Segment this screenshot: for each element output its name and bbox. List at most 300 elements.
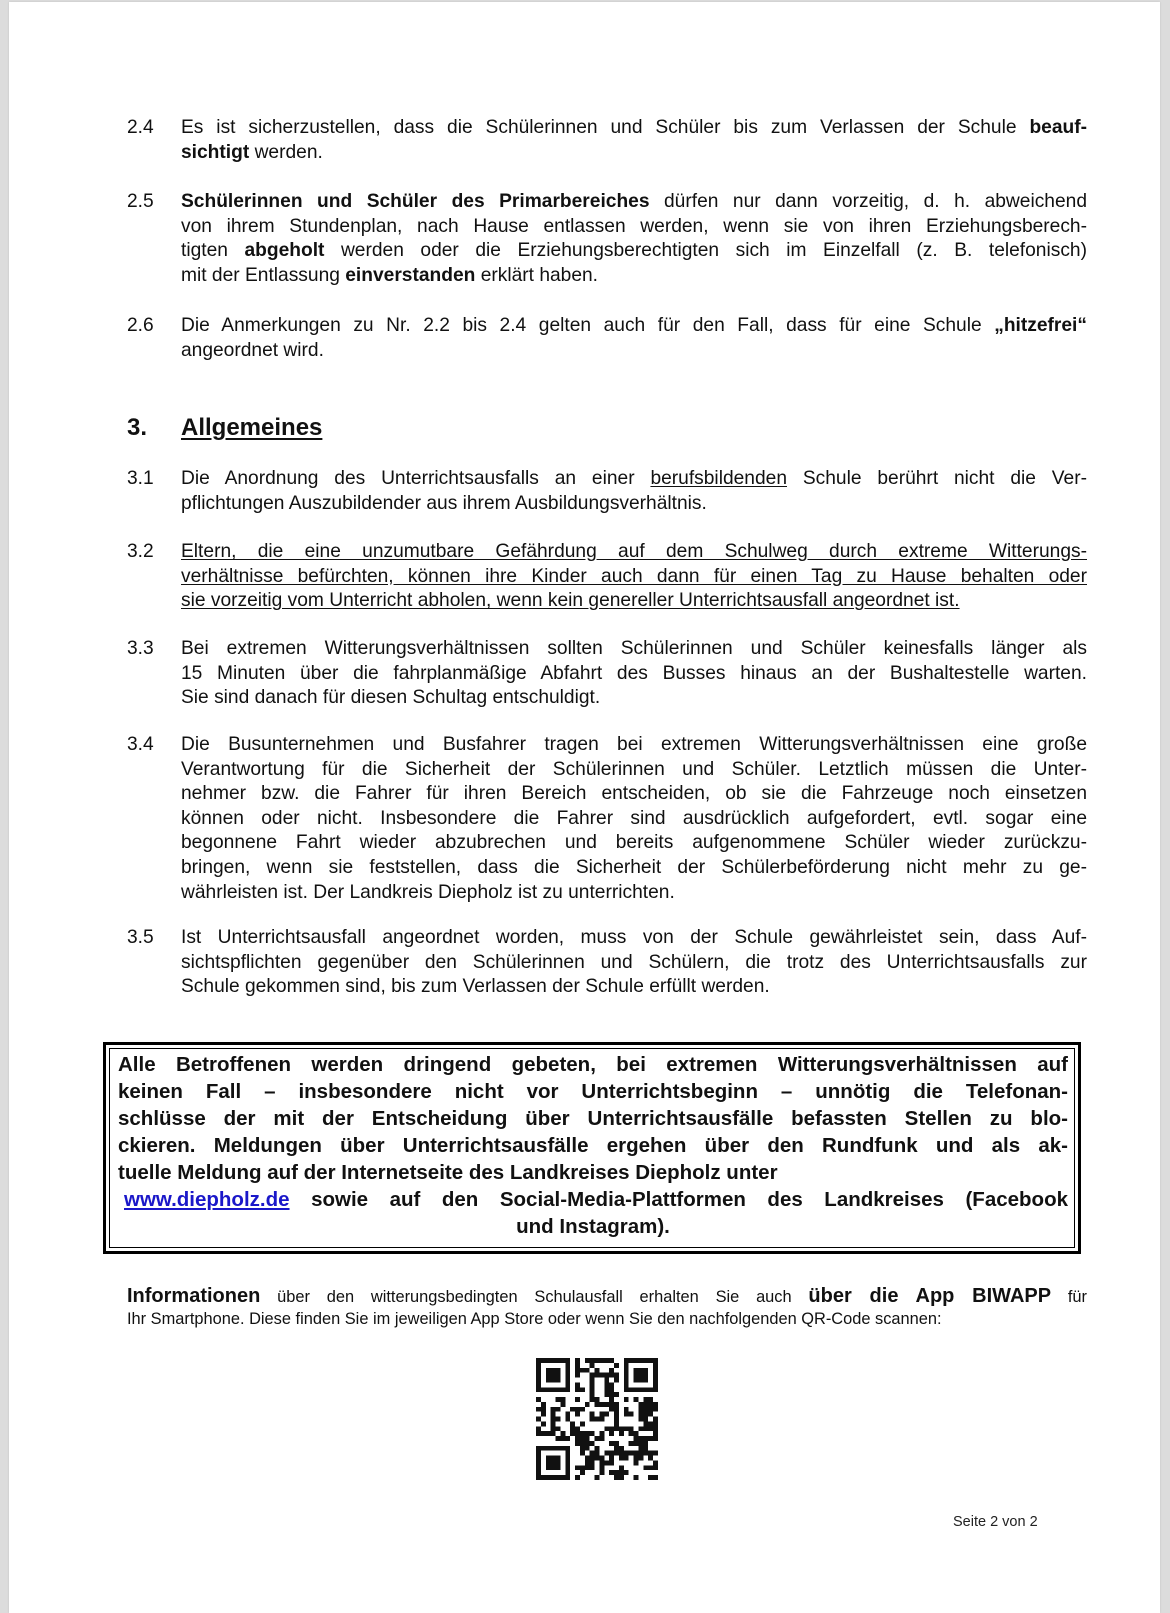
qr-module: [609, 1426, 614, 1431]
qr-module: [556, 1387, 561, 1392]
qr-module: [624, 1358, 629, 1363]
notice-line: schlüsse der mit der Entscheidung über Unterrichtsausfälle befassten Stellen zu blo-: [118, 1107, 1068, 1130]
qr-module: [546, 1387, 551, 1392]
qr-module: [629, 1431, 634, 1436]
qr-module: [624, 1426, 629, 1431]
notice-line: Alle Betroffenen werden dringend gebeten, bei extremen Witterungsverhältnissen auf: [118, 1053, 1068, 1076]
qr-module: [556, 1465, 561, 1470]
qr-module: [643, 1358, 648, 1363]
text-line: [181, 807, 1087, 832]
qr-module: [551, 1407, 556, 1412]
qr-module: [590, 1397, 595, 1402]
paragraph-body: [181, 733, 1087, 905]
qr-module: [570, 1421, 575, 1426]
qr-module: [643, 1426, 648, 1431]
qr-module: [556, 1368, 561, 1373]
text-line: [181, 782, 1087, 807]
qr-module: [556, 1436, 561, 1441]
qr-module: [638, 1402, 643, 1407]
qr-module: [556, 1460, 561, 1465]
bold-text: abgeholt: [244, 240, 325, 262]
qr-module: [541, 1431, 546, 1436]
paragraph-number: 3.4: [127, 734, 154, 755]
qr-module: [653, 1363, 658, 1368]
text-line: [181, 975, 1087, 1000]
qr-module: [624, 1397, 629, 1402]
qr-module: [560, 1387, 565, 1392]
qr-module: [614, 1412, 619, 1417]
qr-module: [580, 1446, 585, 1451]
paragraph-number: 2.6: [127, 315, 154, 336]
qr-module: [619, 1426, 624, 1431]
text-line: [181, 951, 1087, 976]
qr-module: [638, 1436, 643, 1441]
qr-module: [643, 1402, 648, 1407]
text-line: [181, 116, 1087, 141]
paragraph-2-4: [127, 116, 1087, 165]
info-line: [127, 1285, 1087, 1308]
qr-module: [556, 1456, 561, 1461]
qr-module: [595, 1436, 600, 1441]
underlined-text: berufsbildenden: [650, 468, 787, 489]
qr-module: [624, 1382, 629, 1387]
qr-module: [599, 1456, 604, 1461]
qr-module: [595, 1402, 600, 1407]
qr-module: [604, 1378, 609, 1383]
text-line: [181, 662, 1087, 687]
qr-module: [536, 1426, 541, 1431]
qr-module: [590, 1456, 595, 1461]
text-line: [181, 831, 1087, 856]
info-text: über den witterungsbedingten Schulausfall erhalten Sie auch: [260, 1288, 809, 1306]
qr-module: [614, 1421, 619, 1426]
qr-module: [575, 1475, 580, 1480]
qr-module: [638, 1378, 643, 1383]
qr-module: [585, 1436, 590, 1441]
text-line: [181, 141, 1087, 166]
qr-module: [595, 1397, 600, 1402]
qr-module: [536, 1465, 541, 1470]
qr-module: [599, 1465, 604, 1470]
qr-module: [614, 1378, 619, 1383]
qr-module: [541, 1402, 546, 1407]
qr-module: [590, 1363, 595, 1368]
qr-module: [604, 1382, 609, 1387]
qr-module: [624, 1387, 629, 1392]
qr-module: [565, 1382, 570, 1387]
qr-module: [643, 1378, 648, 1383]
qr-module: [551, 1412, 556, 1417]
qr-module: [643, 1412, 648, 1417]
qr-module: [638, 1441, 643, 1446]
qr-module: [609, 1441, 614, 1446]
text-line: [181, 239, 1087, 264]
qr-module: [536, 1456, 541, 1461]
qr-module: [638, 1407, 643, 1412]
qr-module: [560, 1436, 565, 1441]
qr-module: [565, 1417, 570, 1422]
qr-module: [648, 1465, 653, 1470]
qr-module: [595, 1417, 600, 1422]
qr-module: [619, 1451, 624, 1456]
paragraph-3-4: [127, 733, 1087, 905]
qr-module: [575, 1436, 580, 1441]
qr-module: [599, 1412, 604, 1417]
text: tigten: [181, 240, 245, 262]
qr-module: [595, 1456, 600, 1461]
qr-module: [638, 1456, 643, 1461]
underlined-text: sie vorzeitig vom Unterricht abholen, wenn kein genereller Unterrichtsausfall angeordnet ist.: [181, 590, 960, 612]
qr-module: [604, 1387, 609, 1392]
text: 15 Minuten über die fahrplanmäßige Abfahrt des Busses hinaus an der Bushaltestelle warten.: [181, 662, 1087, 684]
qr-module: [546, 1378, 551, 1383]
qr-module: [551, 1421, 556, 1426]
qr-module: [575, 1407, 580, 1412]
qr-module: [536, 1368, 541, 1373]
qr-module: [638, 1417, 643, 1422]
qr-module: [648, 1402, 653, 1407]
qr-module: [580, 1441, 585, 1446]
paragraph-body: [181, 190, 1087, 288]
qr-module: [643, 1417, 648, 1422]
qr-module: [556, 1378, 561, 1383]
qr-module: [653, 1368, 658, 1373]
qr-module: [648, 1397, 653, 1402]
qr-module: [624, 1368, 629, 1373]
paragraph-number: 2.4: [127, 117, 154, 138]
qr-module: [595, 1446, 600, 1451]
qr-module: [604, 1402, 609, 1407]
qr-module: [580, 1421, 585, 1426]
qr-module: [614, 1475, 619, 1480]
qr-module: [614, 1407, 619, 1412]
text: dürfen nur dann vorzeitig, d. h. abweichend: [649, 191, 1087, 212]
paragraph-number: 3.2: [127, 541, 154, 562]
qr-module: [580, 1387, 585, 1392]
qr-module: [634, 1436, 639, 1441]
qr-module: [619, 1470, 624, 1475]
qr-module: [614, 1446, 619, 1451]
text: bringen, wenn sie feststellen, dass die Sicherheit der Schülerbeförderung nicht mehr zu ge-: [181, 856, 1087, 878]
qr-module: [556, 1475, 561, 1480]
qr-module: [614, 1441, 619, 1446]
text: von ihrem Stundenplan, nach Hause entlassen werden, wenn sie von ihren Erziehungsberech-: [181, 215, 1087, 237]
text: Sie sind danach für diesen Schultag entschuldigt.: [181, 687, 601, 709]
qr-module: [575, 1363, 580, 1368]
qr-module: [634, 1475, 639, 1480]
qr-module: [541, 1407, 546, 1412]
qr-module: [551, 1465, 556, 1470]
qr-module: [619, 1456, 624, 1461]
qr-module: [570, 1426, 575, 1431]
qr-module: [536, 1387, 541, 1392]
qr-module: [643, 1397, 648, 1402]
qr-module: [634, 1387, 639, 1392]
qr-module: [638, 1373, 643, 1378]
qr-module: [575, 1397, 580, 1402]
qr-module: [648, 1421, 653, 1426]
text: Die Anordnung des Unterrichtsausfalls an einer: [181, 468, 651, 489]
qr-module: [599, 1470, 604, 1475]
qr-module: [541, 1475, 546, 1480]
qr-module: [609, 1368, 614, 1373]
qr-module: [580, 1470, 585, 1475]
qr-module: [590, 1382, 595, 1387]
qr-module: [629, 1441, 634, 1446]
qr-module: [634, 1368, 639, 1373]
qr-module: [643, 1373, 648, 1378]
qr-module: [575, 1387, 580, 1392]
qr-module: [565, 1451, 570, 1456]
qr-module: [604, 1358, 609, 1363]
qr-module: [565, 1465, 570, 1470]
text-line: [181, 314, 1087, 339]
qr-module: [551, 1373, 556, 1378]
paragraph-body: [181, 314, 1087, 363]
qr-module: [565, 1412, 570, 1417]
qr-module: [604, 1412, 609, 1417]
qr-module: [551, 1378, 556, 1383]
bold-text: Schülerinnen und Schüler des Primarbereiches: [181, 191, 650, 212]
qr-module: [634, 1378, 639, 1383]
info-text: für: [1051, 1288, 1088, 1306]
notice-box: [103, 1042, 1081, 1254]
qr-module: [653, 1407, 658, 1412]
qr-module: [565, 1470, 570, 1475]
qr-module: [643, 1407, 648, 1412]
qr-module: [634, 1397, 639, 1402]
text: werden.: [249, 141, 323, 163]
text: währleisten ist. Der Landkreis Diepholz ist zu unterrichten.: [181, 881, 675, 903]
text: werden oder die Erziehungsberechtigten sich im Einzelfall (z. B. telefonisch): [324, 240, 1087, 262]
qr-module: [536, 1446, 541, 1451]
qr-module: [609, 1373, 614, 1378]
qr-module: [653, 1451, 658, 1456]
info-lead: Informationen: [127, 1285, 261, 1307]
qr-module: [585, 1460, 590, 1465]
qr-module: [580, 1436, 585, 1441]
qr-module: [565, 1378, 570, 1383]
qr-module: [614, 1451, 619, 1456]
qr-module: [614, 1373, 619, 1378]
qr-module: [599, 1417, 604, 1422]
qr-module: [624, 1451, 629, 1456]
qr-module: [648, 1358, 653, 1363]
qr-module: [638, 1358, 643, 1363]
qr-module: [575, 1373, 580, 1378]
text-line: [181, 264, 1087, 289]
text-line: [181, 758, 1087, 783]
app-info: [127, 1285, 1087, 1331]
qr-module: [546, 1475, 551, 1480]
qr-module: [556, 1373, 561, 1378]
notice-line: keinen Fall – insbesondere nicht vor Unterrichtsbeginn – unnötig die Telefonan-: [118, 1080, 1068, 1103]
text: Schule gekommen sind, bis zum Verlassen der Schule erfüllt werden.: [181, 976, 770, 998]
qr-module: [619, 1465, 624, 1470]
text: sichtspflichten gegenüber den Schülerinnen und Schülern, die trotz des Unterrichtsausfalls zur: [181, 951, 1087, 973]
qr-module: [619, 1446, 624, 1451]
text: mit der Entlassung: [181, 264, 346, 286]
qr-module: [551, 1475, 556, 1480]
qr-module: [653, 1382, 658, 1387]
qr-module: [648, 1407, 653, 1412]
qr-module: [575, 1358, 580, 1363]
qr-module: [634, 1431, 639, 1436]
text: Bei extremen Witterungsverhältnissen sollten Schülerinnen und Schüler keinesfalls länger als: [181, 638, 1087, 659]
qr-module: [648, 1387, 653, 1392]
qr-module: [595, 1451, 600, 1456]
qr-module: [551, 1387, 556, 1392]
paragraph-number: 3.1: [127, 468, 154, 489]
qr-module: [585, 1465, 590, 1470]
qr-module: [565, 1358, 570, 1363]
qr-module: [595, 1368, 600, 1373]
qr-module: [634, 1441, 639, 1446]
qr-module: [619, 1475, 624, 1480]
qr-module: [556, 1397, 561, 1402]
text-line: [181, 492, 1087, 517]
qr-code-icon[interactable]: [536, 1358, 658, 1480]
qr-module: [575, 1441, 580, 1446]
qr-module: [536, 1397, 541, 1402]
qr-module: [609, 1470, 614, 1475]
qr-module: [585, 1368, 590, 1373]
qr-module: [585, 1431, 590, 1436]
qr-module: [551, 1460, 556, 1465]
qr-module: [541, 1421, 546, 1426]
qr-module: [536, 1407, 541, 1412]
qr-module: [634, 1451, 639, 1456]
qr-module: [541, 1358, 546, 1363]
qr-module: [643, 1368, 648, 1373]
qr-module: [653, 1426, 658, 1431]
qr-module: [609, 1392, 614, 1397]
qr-module: [624, 1456, 629, 1461]
qr-module: [536, 1382, 541, 1387]
bold-text: „hitzefrei“: [994, 315, 1087, 336]
qr-module: [624, 1373, 629, 1378]
qr-module: [546, 1460, 551, 1465]
underlined-text: Eltern, die eine unzumutbare Gefährdung auf dem Schulweg durch extreme Witterungs-: [181, 541, 1087, 562]
notice-line: und Instagram).: [516, 1215, 670, 1238]
qr-module: [590, 1431, 595, 1436]
document-page: [9, 2, 1160, 1613]
text-line: [181, 339, 1087, 364]
qr-module: [609, 1456, 614, 1461]
qr-module: [565, 1475, 570, 1480]
qr-module: [604, 1373, 609, 1378]
paragraph-2-6: [127, 314, 1087, 363]
qr-module: [648, 1436, 653, 1441]
qr-module: [609, 1358, 614, 1363]
qr-module: [609, 1402, 614, 1407]
qr-module: [536, 1363, 541, 1368]
qr-module: [585, 1358, 590, 1363]
qr-module: [551, 1431, 556, 1436]
qr-module: [638, 1446, 643, 1451]
qr-module: [560, 1446, 565, 1451]
qr-module: [653, 1378, 658, 1383]
paragraph-body: [181, 926, 1087, 1000]
qr-module: [638, 1426, 643, 1431]
qr-module: [609, 1382, 614, 1387]
qr-module: [590, 1392, 595, 1397]
notice-box-inner: [109, 1048, 1075, 1248]
qr-module: [614, 1392, 619, 1397]
section-title: Allgemeines: [181, 414, 323, 441]
qr-module: [629, 1387, 634, 1392]
qr-module: [604, 1451, 609, 1456]
qr-module: [653, 1358, 658, 1363]
qr-module: [653, 1465, 658, 1470]
qr-module: [614, 1417, 619, 1422]
qr-module: [634, 1358, 639, 1363]
qr-module: [595, 1373, 600, 1378]
qr-module: [546, 1368, 551, 1373]
text-line: [181, 733, 1087, 758]
qr-module: [546, 1431, 551, 1436]
qr-module: [638, 1368, 643, 1373]
qr-module: [599, 1373, 604, 1378]
qr-module: [536, 1417, 541, 1422]
qr-module: [609, 1387, 614, 1392]
qr-module: [590, 1412, 595, 1417]
qr-module: [624, 1363, 629, 1368]
bold-text: einverstanden: [345, 264, 476, 286]
qr-module: [653, 1475, 658, 1480]
text-line: [181, 856, 1087, 881]
paragraph-body: [181, 116, 1087, 165]
qr-module: [653, 1402, 658, 1407]
qr-module: [653, 1460, 658, 1465]
qr-module: [556, 1446, 561, 1451]
qr-module: [638, 1387, 643, 1392]
text: Es ist sicherzustellen, dass die Schülerinnen und Schüler bis zum Verlassen der Schule: [181, 117, 1030, 138]
text-line: [181, 215, 1087, 240]
qr-module: [653, 1417, 658, 1422]
qr-module: [565, 1373, 570, 1378]
qr-module: [590, 1465, 595, 1470]
info-line: Ihr Smartphone. Diese finden Sie im jeweiligen App Store oder wenn Sie den nachfolgenden QR-Code scannen:: [127, 1310, 942, 1328]
qr-module: [614, 1470, 619, 1475]
text: erklärt haben.: [475, 264, 599, 286]
qr-module: [560, 1402, 565, 1407]
qr-module: [546, 1446, 551, 1451]
website-link[interactable]: www.diepholz.de: [124, 1188, 290, 1211]
paragraph-3-5: [127, 926, 1087, 1000]
qr-module: [570, 1407, 575, 1412]
qr-module: [575, 1382, 580, 1387]
qr-module: [580, 1368, 585, 1373]
qr-module: [629, 1412, 634, 1417]
qr-module: [590, 1387, 595, 1392]
qr-module: [638, 1451, 643, 1456]
paragraph-3-2: [127, 540, 1087, 614]
paragraph-body: [181, 637, 1087, 711]
paragraph-body: [181, 467, 1087, 516]
qr-module: [575, 1431, 580, 1436]
notice-line: ckieren. Meldungen über Unterrichtsausfälle ergehen über den Rundfunk und als ak-: [118, 1134, 1068, 1157]
qr-module: [541, 1387, 546, 1392]
qr-module: [541, 1412, 546, 1417]
qr-module: [599, 1436, 604, 1441]
qr-module: [565, 1363, 570, 1368]
text: begonnene Fahrt wieder abzubrechen und bereits aufgenommene Schüler wieder zurückzu-: [181, 832, 1087, 854]
qr-module: [624, 1470, 629, 1475]
text: Schule berührt nicht die Ver-: [787, 468, 1087, 489]
qr-module: [624, 1412, 629, 1417]
text-line: [181, 467, 1087, 492]
